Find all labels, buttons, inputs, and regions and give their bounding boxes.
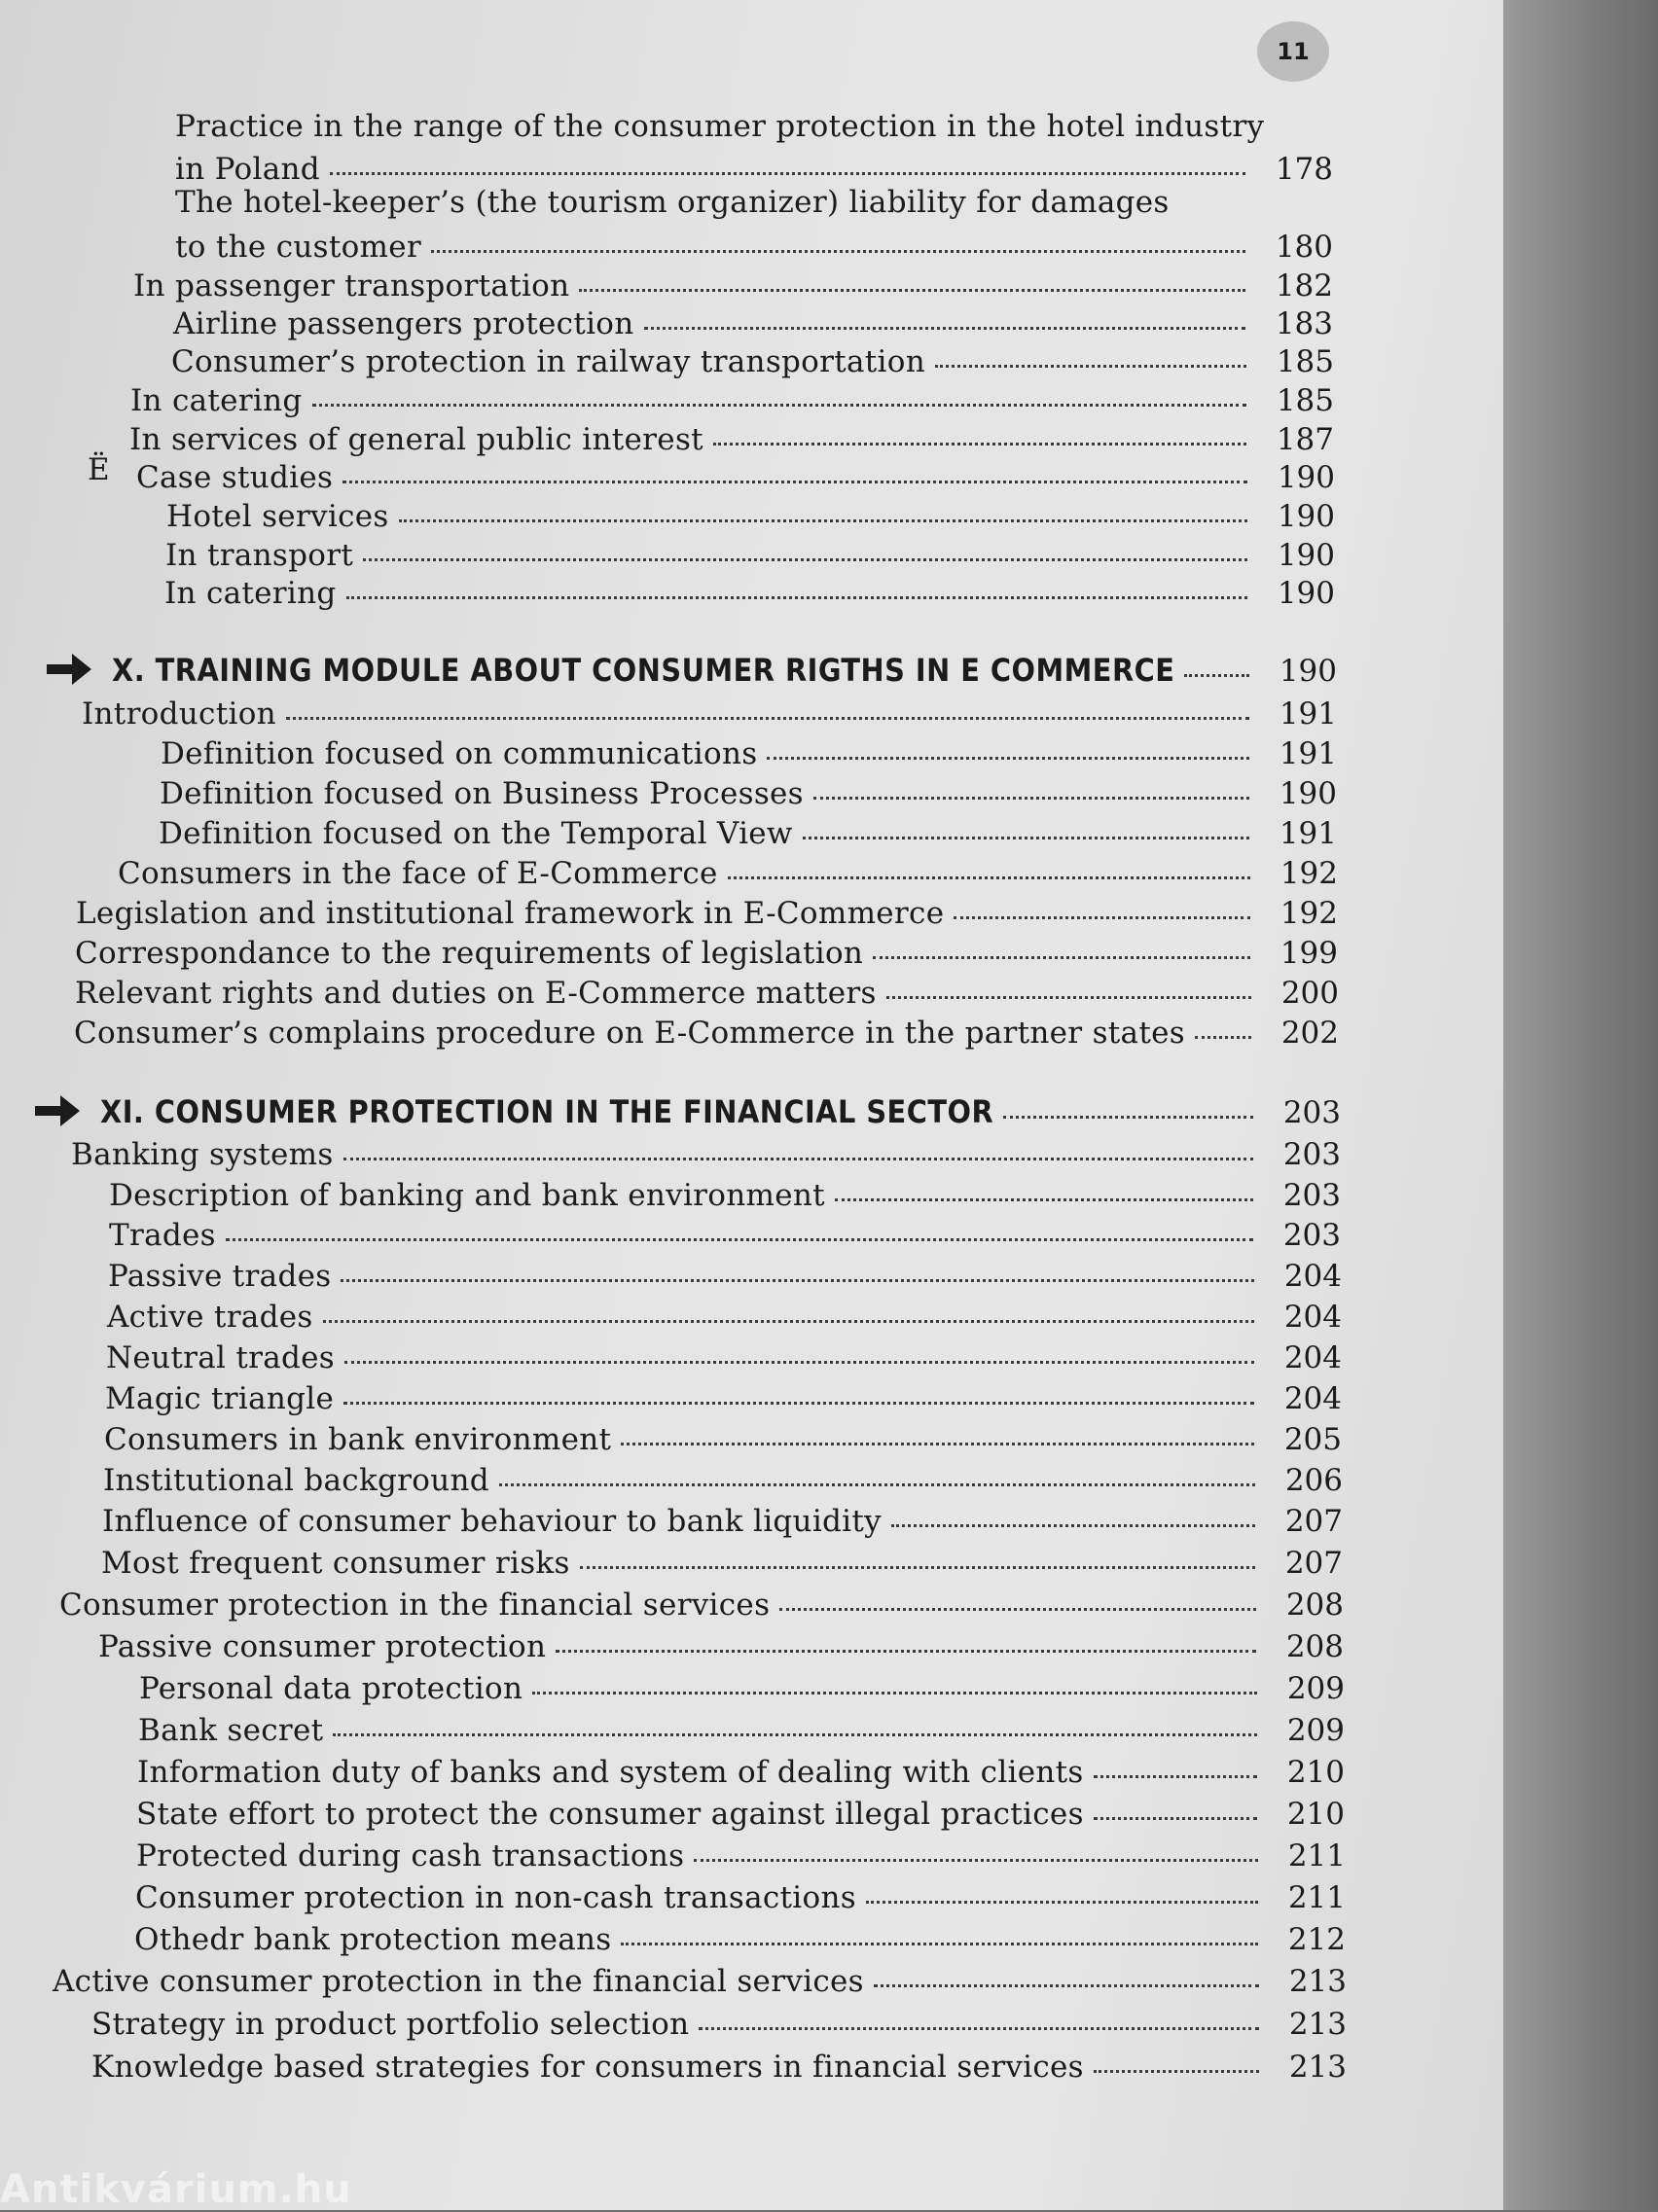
toc-entry (91, 2001, 1347, 2042)
toc-entry-page: 202 (1280, 1016, 1339, 1051)
toc-entry (175, 146, 1333, 187)
toc-entry (53, 1958, 1347, 1999)
toc-entry-title: In transport (165, 538, 354, 573)
toc-entry-page: 204 (1283, 1259, 1342, 1294)
dot-leader (341, 1249, 1254, 1282)
dot-leader (954, 886, 1250, 919)
toc-entry-title: Practice in the range of the consumer protection in the hotel industry (175, 109, 1265, 144)
toc-entry-page: 185 (1276, 344, 1334, 379)
toc-entry-page: 205 (1283, 1422, 1342, 1457)
toc-entry (136, 1791, 1345, 1832)
toc-entry-page: 206 (1284, 1463, 1343, 1498)
dot-leader (580, 1536, 1255, 1569)
list-bullet: Ë (88, 452, 110, 487)
toc-entry-page: 210 (1286, 1797, 1345, 1832)
toc-entry-title: Consumer protection in the financial services (59, 1588, 771, 1623)
toc-entry (138, 1707, 1345, 1748)
dot-leader (346, 566, 1247, 599)
dot-leader (312, 374, 1246, 407)
arrow-right-icon (33, 1091, 82, 1130)
toc-entry-page: 213 (1288, 2007, 1347, 2042)
dot-leader (891, 1494, 1255, 1527)
toc-entry (91, 2044, 1347, 2085)
toc-entry-page: 210 (1286, 1755, 1345, 1790)
dot-leader (499, 1453, 1255, 1486)
toc-entry-title: Active consumer protection in the financial services (53, 1964, 864, 1999)
toc-entry-title: Introduction (82, 696, 276, 731)
toc-entry (109, 1212, 1341, 1253)
toc-entry-title: Legislation and institutional framework in E-Commerce (76, 896, 945, 931)
toc-entry-title: Influence of consumer behaviour to bank liquidity (102, 1504, 882, 1539)
dot-leader (579, 259, 1245, 292)
dot-leader (866, 1871, 1258, 1904)
toc-entry-title: Banking systems (71, 1137, 334, 1172)
toc-entry (102, 1498, 1343, 1539)
toc-entry-page: 180 (1275, 230, 1333, 265)
toc-entry (139, 1665, 1345, 1706)
toc-entry-title: Definition focused on the Temporal View (159, 816, 793, 851)
toc-entry-title: Passive consumer protection (98, 1629, 547, 1664)
toc-entry-page: 190 (1277, 538, 1335, 573)
toc-entry-page: 203 (1282, 1178, 1341, 1213)
toc-entry (106, 1335, 1342, 1375)
toc-entry-title: Relevant rights and duties on E-Commerce matters (75, 976, 877, 1011)
toc-entry-page: 191 (1279, 816, 1337, 851)
toc-entry-page: 191 (1279, 696, 1337, 731)
toc-entry-title: Hotel services (166, 499, 389, 534)
toc-entry (108, 1253, 1342, 1294)
dot-leader (874, 1954, 1259, 1987)
toc-entry-page: 213 (1288, 2050, 1347, 2085)
toc-entry (104, 1416, 1342, 1457)
toc-entry-page: 211 (1287, 1880, 1346, 1915)
toc-entry-title: in Poland (175, 152, 320, 187)
toc-entry-title: X. TRAINING MODULE ABOUT CONSUMER RIGTHS IN E COMMERCE (112, 652, 1175, 689)
dot-leader (779, 1578, 1256, 1611)
dot-leader (644, 297, 1245, 330)
dot-leader (363, 528, 1247, 561)
toc-entry-page: 213 (1288, 1964, 1347, 1999)
toc-entry-title: Othedr bank protection means (134, 1922, 612, 1957)
toc-entry-page: 207 (1284, 1546, 1343, 1581)
toc-entry (137, 1749, 1345, 1790)
toc-entry (74, 1010, 1339, 1051)
toc-entry (159, 810, 1337, 851)
toc-entry (136, 1833, 1346, 1873)
toc-entry (71, 1131, 1341, 1172)
dot-leader (694, 1829, 1258, 1862)
toc-entry-page: 190 (1279, 776, 1337, 811)
toc-entry-page: 208 (1285, 1629, 1344, 1664)
toc-entry (161, 731, 1337, 771)
toc-entry-page: 204 (1283, 1381, 1342, 1416)
toc-entry (76, 890, 1338, 931)
toc-entry-title: Consumer protection in non-cash transactions (135, 1880, 856, 1915)
toc-entry-title: Definition focused on communications (161, 736, 758, 771)
toc-entry-title: Correspondance to the requirements of legislation (75, 936, 864, 971)
toc-entry-title: Magic triangle (105, 1381, 335, 1416)
dot-leader (431, 220, 1245, 253)
toc-entry-page: 178 (1275, 152, 1333, 187)
toc-entry-title: Most frequent consumer risks (101, 1546, 570, 1581)
toc-entry-page: 208 (1285, 1588, 1344, 1623)
toc-entry-title: Consumer’s complains procedure on E-Commerce in the partner states (74, 1016, 1185, 1051)
toc-entry-title: In passenger transportation (133, 268, 570, 303)
dot-leader (1184, 644, 1249, 677)
toc-entry-page: 204 (1283, 1300, 1342, 1335)
toc-entry-title: Personal data protection (139, 1671, 523, 1706)
toc-entry (118, 850, 1338, 891)
dot-leader (343, 1127, 1253, 1160)
toc-entry-title: In services of general public interest (129, 422, 703, 457)
toc-entry-title: Active trades (107, 1300, 313, 1335)
toc-entry-page: 190 (1277, 460, 1335, 495)
toc-entry-title: XI. CONSUMER PROTECTION IN THE FINANCIAL SECTOR (100, 1093, 994, 1130)
toc-entry-page: 204 (1283, 1340, 1342, 1375)
dot-leader (835, 1168, 1253, 1201)
toc-entry-page: 212 (1287, 1922, 1346, 1957)
toc-entry-page: 192 (1280, 896, 1338, 931)
dot-leader (699, 1997, 1259, 2030)
toc-entry-page: 209 (1286, 1713, 1345, 1748)
toc-entry-title: In catering (164, 576, 337, 611)
dot-leader (1094, 1787, 1257, 1820)
dot-leader (1195, 1006, 1251, 1039)
dot-leader (1094, 2040, 1259, 2073)
watermark: Antikvárium.hu (0, 2167, 352, 2212)
toc-entry-page: 192 (1280, 856, 1338, 891)
toc-chapter-heading (100, 1089, 1341, 1130)
toc-entry-page: 203 (1282, 1095, 1341, 1130)
toc-entry-title: Protected during cash transactions (136, 1838, 685, 1873)
toc-entry-page: 199 (1280, 936, 1338, 971)
toc-entry-title: Consumers in bank environment (104, 1422, 612, 1457)
toc-entry-title: Consumers in the face of E-Commerce (118, 856, 718, 891)
toc-entry (134, 1916, 1346, 1957)
toc-entry-title: Airline passengers protection (173, 306, 634, 341)
dot-leader (1003, 1086, 1253, 1119)
dot-leader (344, 1331, 1254, 1364)
toc-entry (101, 1540, 1343, 1581)
toc-entry-page: 207 (1284, 1504, 1343, 1539)
toc-entry (82, 691, 1337, 731)
toc-entry-title: Description of banking and bank environment (109, 1178, 825, 1213)
toc-entry-title: Trades (109, 1218, 216, 1253)
dot-leader (935, 335, 1246, 368)
toc-entry-page: 183 (1275, 306, 1333, 341)
dot-leader (556, 1620, 1256, 1653)
toc-entry (164, 570, 1335, 611)
toc-entry-title: In catering (130, 383, 303, 418)
toc-entry-page: 209 (1286, 1671, 1345, 1706)
toc-entry (98, 1623, 1344, 1664)
dot-leader (728, 846, 1250, 879)
toc-entry-title: Information duty of banks and system of dealing with clients (137, 1755, 1084, 1790)
dot-leader (330, 142, 1245, 175)
toc-entry-title: Strategy in product portfolio selection (91, 2007, 690, 2042)
toc-entry-title: Bank secret (138, 1713, 324, 1748)
dot-leader (621, 1912, 1258, 1945)
toc-entry (103, 1457, 1343, 1498)
toc-entry-page: 190 (1279, 654, 1337, 689)
dot-leader (803, 806, 1249, 839)
dot-leader (873, 926, 1250, 959)
dot-leader (286, 687, 1249, 720)
dot-leader (333, 1703, 1257, 1736)
toc-entry (175, 109, 1265, 144)
arrow-right-icon (45, 650, 93, 689)
toc-entry-page: 190 (1277, 576, 1335, 611)
page-number: 11 (1277, 38, 1310, 65)
dot-leader (226, 1208, 1253, 1241)
toc-entry (109, 1172, 1341, 1213)
toc-entry-title: Institutional background (103, 1463, 489, 1498)
toc-entry-page: 211 (1287, 1838, 1346, 1873)
toc-entry (135, 1874, 1346, 1915)
toc-entry-title: Definition focused on Business Processes (160, 776, 804, 811)
toc-entry (75, 970, 1339, 1011)
toc-entry-title: Case studies (136, 460, 334, 495)
toc-entry-title: Knowledge based strategies for consumers in financial services (91, 2050, 1084, 2085)
toc-entry-title: Neutral trades (106, 1340, 336, 1375)
dot-leader (343, 1372, 1254, 1405)
toc-entry-page: 191 (1279, 736, 1337, 771)
toc-chapter-heading (112, 648, 1337, 689)
toc-entry-title: to the customer (175, 230, 422, 265)
toc-entry (175, 185, 1245, 220)
dot-leader (323, 1290, 1254, 1323)
toc-entry-page: 187 (1276, 422, 1334, 457)
toc-entry-page: 203 (1282, 1137, 1341, 1172)
toc-entry-page: 185 (1276, 383, 1334, 418)
toc-entry (75, 930, 1338, 971)
dot-leader (886, 966, 1251, 999)
dot-leader (532, 1661, 1257, 1695)
toc-entry-title: State effort to protect the consumer against illegal practices (136, 1797, 1084, 1832)
toc-entry (160, 770, 1337, 811)
dot-leader (621, 1412, 1254, 1445)
dot-leader (767, 727, 1249, 760)
toc-entry-page: 190 (1277, 499, 1335, 534)
toc-entry (105, 1375, 1342, 1416)
dot-leader (399, 489, 1247, 522)
toc-entry-page: 200 (1280, 976, 1339, 1011)
dot-leader (813, 767, 1249, 800)
toc-entry-title: Passive trades (108, 1259, 332, 1294)
toc-entry-page: 182 (1275, 268, 1333, 303)
toc-entry (107, 1294, 1342, 1335)
dot-leader (1094, 1745, 1257, 1778)
toc-entry-title: Consumer’s protection in railway transportation (171, 344, 925, 379)
toc-entry-page: 203 (1282, 1218, 1341, 1253)
toc-entry (59, 1582, 1344, 1623)
dot-leader (713, 412, 1246, 446)
toc-entry-title: The hotel-keeper’s (the tourism organizer) liability for damages (175, 185, 1170, 220)
dot-leader (342, 450, 1247, 483)
